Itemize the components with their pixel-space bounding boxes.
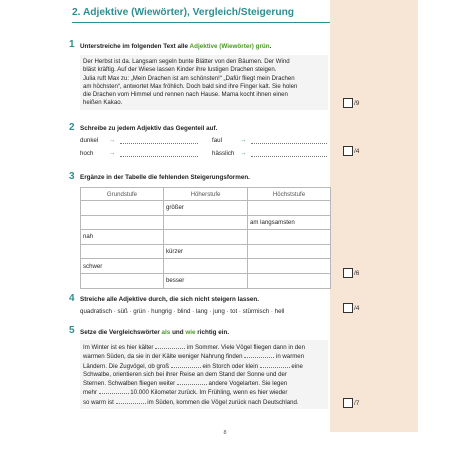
task-2-instruction: Schreibe zu jedem Adjektiv das Gegenteil auf.: [80, 125, 218, 132]
column-header: Höchststufe: [248, 188, 331, 201]
table-cell[interactable]: [248, 259, 331, 274]
table-row: [81, 244, 331, 259]
text-segment: im Sommer. Viele Vögel fliegen dann in den: [186, 344, 305, 351]
page-number: 8: [223, 430, 227, 436]
text-segment: Im Winter ist es hier kälter: [83, 344, 154, 351]
task-2-number: 2: [69, 122, 75, 133]
task-5-line: [83, 379, 325, 388]
text-segment: eine: [291, 362, 303, 370]
gap-blank[interactable]: [116, 398, 146, 404]
keyword-wie: wie: [185, 329, 196, 336]
arrow-icon: →: [240, 137, 247, 144]
text-segment: ein Storch oder klein: [202, 362, 259, 370]
task-2-score-box[interactable]: [343, 146, 353, 156]
task-5-instruction: [80, 329, 229, 337]
table-cell[interactable]: [81, 273, 164, 288]
task-1-instruction: [80, 43, 271, 51]
gap-blank[interactable]: [171, 362, 201, 368]
table-row: [81, 273, 331, 288]
task-2-answer-line[interactable]: [120, 143, 198, 144]
text-segment: warmen Süden, da sie in der Kälte weniger Nahrung finden: [83, 353, 243, 361]
task-5-line: [83, 352, 325, 361]
text-segment: Ländern. Die Zugvögel, ob groß: [83, 362, 170, 370]
gap-blank[interactable]: [260, 362, 290, 368]
table-cell[interactable]: [81, 201, 164, 216]
task-5-instruction-und: und: [172, 329, 184, 336]
table-cell[interactable]: [164, 230, 248, 245]
table-header-row: [81, 188, 331, 201]
task-5-instruction-rest: richtig ein.: [197, 329, 230, 336]
task-1-line: bläst kräftig. Auf der Wiese lassen Kinder ihre lustigen Drachen steigen.: [83, 66, 277, 74]
table-cell: besser: [164, 273, 248, 288]
keyword-als: als: [161, 329, 171, 336]
task-2-score-label: /4: [354, 148, 360, 155]
task-2-answer-line[interactable]: [251, 143, 327, 144]
arrow-icon: →: [240, 150, 247, 157]
table-row: [81, 230, 331, 245]
table-cell[interactable]: [164, 215, 248, 230]
gap-blank[interactable]: [177, 379, 207, 385]
gap-blank[interactable]: [99, 388, 129, 394]
task-1-highlight: Adjektive (Wiewörter) grün: [189, 43, 270, 50]
task-5-line: [83, 343, 325, 352]
text-segment: in warmen: [275, 353, 305, 361]
text-segment: so warm ist: [83, 398, 114, 406]
task-5-line: [83, 398, 325, 407]
task-1-score-box[interactable]: [343, 98, 353, 108]
task-1-line: die Drachen vom Himmel und rennen nach Hause. Mama kocht ihnen einen: [83, 91, 288, 99]
task-2-word: dunkel: [80, 137, 99, 144]
column-header: Grundstufe: [81, 188, 164, 201]
task-4-number: 4: [69, 293, 75, 304]
table-cell[interactable]: [248, 273, 331, 288]
task-3-number: 3: [69, 171, 75, 182]
task-4-word-list[interactable]: quadratisch · süß · grün · hungrig · blind · lang · jung · tot · stürmisch · hell: [80, 308, 285, 315]
task-2-word: hässlich: [212, 150, 235, 157]
arrow-icon: →: [109, 137, 116, 144]
table-cell: nah: [81, 230, 164, 245]
task-1-line: am höchsten“, antwortet Max fröhlich. Doch bald sind ihre Finger kalt. Sie holen: [83, 82, 298, 90]
task-1-text-box: [80, 55, 328, 110]
task-1-line: Der Herbst ist da. Langsam segeln bunte Blätter von den Bäumen. Der Wind: [83, 58, 290, 65]
gap-blank[interactable]: [244, 352, 274, 358]
task-1-number: 1: [69, 39, 75, 50]
task-4-instruction: Streiche alle Adjektive durch, die sich nicht steigern lassen.: [80, 296, 259, 303]
task-5-text-box: [80, 340, 328, 409]
table-row: [81, 201, 331, 216]
text-segment: Schwalbe, orientieren sich bei ihrer Reise an dem Stand der Sonne und der: [83, 370, 287, 378]
table-cell: kürzer: [164, 244, 248, 259]
task-1-line: Julia ruft Max zu: „Mein Drachen ist am schönsten!“ „Dafür fliegt mein Drachen: [83, 74, 295, 82]
task-2-word: faul: [212, 137, 222, 144]
text-segment: im Süden, kommen die Vögel zurück nach Deutschland.: [147, 398, 299, 406]
text-segment: 10.000 Kilometer zurück. Im Frühling, wenn es hier wieder: [130, 389, 288, 397]
table-row: [81, 259, 331, 274]
task-5-score-box[interactable]: [343, 398, 353, 408]
task-5-number: 5: [69, 325, 75, 336]
table-cell[interactable]: [248, 244, 331, 259]
table-cell: größer: [164, 201, 248, 216]
task-1-instruction-text: Unterstreiche im folgenden Text alle: [80, 43, 189, 50]
task-3-score-label: /6: [354, 270, 360, 277]
task-2-word: hoch: [80, 150, 94, 157]
table-cell[interactable]: [248, 230, 331, 245]
task-5-score-label: /7: [354, 400, 360, 407]
table-cell: schwer: [81, 259, 164, 274]
arrow-icon: →: [109, 150, 116, 157]
gap-blank[interactable]: [155, 343, 185, 349]
text-segment: Sternen. Schwalben fliegen weiter: [83, 380, 176, 388]
title-divider: [72, 22, 330, 23]
task-1-score-label: /9: [354, 100, 360, 107]
task-5-line: [83, 388, 325, 397]
task-1-line: heißen Kakao.: [83, 99, 123, 107]
text-segment: mehr: [83, 389, 97, 397]
task-5-instruction-text: Setze die Vergleichswörter: [80, 329, 160, 336]
task-4-score-box[interactable]: [343, 303, 353, 313]
task-1-period: .: [269, 43, 272, 50]
task-3-score-box[interactable]: [343, 268, 353, 278]
column-header: Höherstufe: [164, 188, 248, 201]
comparison-table: [80, 187, 331, 289]
task-2-answer-line[interactable]: [120, 156, 198, 157]
table-row: [81, 215, 331, 230]
text-segment: andere Vogelarten. Sie legen: [208, 380, 288, 388]
task-5-line: [83, 362, 325, 371]
table-cell[interactable]: [248, 201, 331, 216]
task-5-line: [83, 371, 325, 379]
task-2-answer-line[interactable]: [251, 156, 327, 157]
task-4-score-label: /4: [354, 305, 360, 312]
table-cell[interactable]: [164, 259, 248, 274]
score-sidebar: [330, 0, 418, 432]
table-cell[interactable]: [81, 215, 164, 230]
table-cell[interactable]: [81, 244, 164, 259]
task-3-instruction: Ergänze in der Tabelle die fehlenden Steigerungsformen.: [80, 174, 250, 181]
table-cell: am langsamsten: [248, 215, 331, 230]
page-title: 2. Adjektive (Wiewörter), Vergleich/Steigerung: [72, 7, 295, 18]
